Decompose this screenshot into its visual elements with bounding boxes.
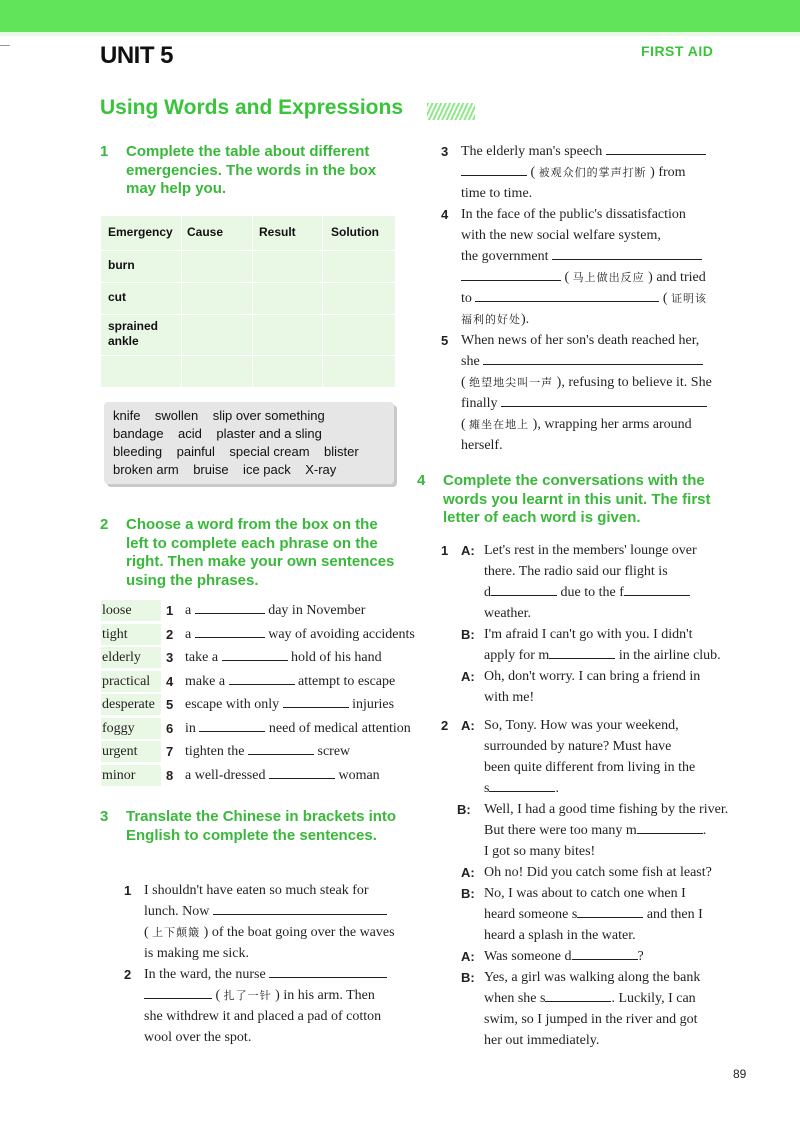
answer-blank[interactable] xyxy=(489,779,555,792)
answer-blank[interactable] xyxy=(552,247,702,260)
conversation-number: 2 xyxy=(441,718,449,733)
unit-topic: FIRST AID xyxy=(641,43,714,59)
exercise-1-heading xyxy=(100,143,400,199)
dialogue-line: Oh no! Did you catch some fish at least? xyxy=(484,865,712,880)
sentence-line: the government xyxy=(461,246,702,267)
dialogue-line: with me! xyxy=(484,690,535,705)
answer-blank[interactable] xyxy=(624,583,690,596)
sentence-line: ( 扎了一针 ) in his arm. Then xyxy=(144,985,375,1006)
exercise-instruction: Complete the conversations with the words you learnt in this unit. The first letter of each word is given. xyxy=(443,472,711,526)
sentence-line: she xyxy=(461,351,703,372)
sentence-line: The elderly man's speech xyxy=(461,141,706,162)
dialogue-line: I got so many bites! xyxy=(484,844,596,859)
emergency-table xyxy=(101,216,395,387)
sentence-line: In the face of the public's dissatisfaction xyxy=(461,207,686,222)
phrase-line: take a hold of his hand xyxy=(185,650,382,665)
sentence-line: 福利的好处). xyxy=(461,312,530,327)
phrase-line: make a attempt to escape xyxy=(185,674,396,689)
dialogue-line: when she s . Luckily, I can xyxy=(484,991,696,1006)
dialogue-line: swim, so I jumped in the river and got xyxy=(484,1012,698,1027)
answer-blank[interactable] xyxy=(269,965,387,978)
speaker-label: A: xyxy=(461,543,475,558)
dialogue-line: Was someone d ? xyxy=(484,949,644,964)
exercise-2-heading xyxy=(100,516,400,590)
answer-blank[interactable] xyxy=(199,719,265,732)
dialogue-line: Well, I had a good time fishing by the river. xyxy=(484,802,729,817)
dialogue-line: No, I was about to catch one when I xyxy=(484,886,686,901)
word-option: tight xyxy=(101,624,161,645)
answer-blank[interactable] xyxy=(491,583,557,596)
answer-blank[interactable] xyxy=(572,947,638,960)
phrase-number: 4 xyxy=(166,674,174,689)
word-option: foggy xyxy=(101,718,161,739)
table-header: Emergency xyxy=(108,225,173,239)
exercise-instruction: Choose a word from the box on the left to complete each phrase on the right. Then make your own sentences using the phrases. xyxy=(126,516,395,589)
phrase-line: in need of medical attention xyxy=(185,721,411,736)
dialogue-line: been quite different from living in the xyxy=(484,760,696,775)
phrase-number: 7 xyxy=(166,744,174,759)
word-option: minor xyxy=(101,765,161,786)
speaker-label: B: xyxy=(461,970,475,985)
answer-blank[interactable] xyxy=(501,394,707,407)
sentence-line: In the ward, the nurse xyxy=(144,964,387,985)
exercise-4-heading xyxy=(417,472,717,528)
sentence-line: ( 被观众们的掌声打断 ) from xyxy=(461,162,686,183)
answer-blank[interactable] xyxy=(248,742,314,755)
sentence-line: is making me sick. xyxy=(144,946,249,961)
dialogue-line: Let's rest in the members' lounge over xyxy=(484,543,697,558)
page-number: 89 xyxy=(733,1067,747,1081)
sentence-number: 4 xyxy=(441,207,449,222)
sentence-line: time to time. xyxy=(461,186,533,201)
word-option: loose xyxy=(101,600,161,621)
exercise-3-heading xyxy=(100,808,400,845)
answer-blank[interactable] xyxy=(222,648,288,661)
dialogue-line: surrounded by nature? Must have xyxy=(484,739,672,754)
exercise-number: 4 xyxy=(417,472,426,489)
dialogue-line: her out immediately. xyxy=(484,1033,600,1048)
answer-blank[interactable] xyxy=(195,601,265,614)
answer-blank[interactable] xyxy=(637,821,703,834)
sentence-line: with the new social welfare system, xyxy=(461,228,661,243)
answer-blank[interactable] xyxy=(577,905,643,918)
dialogue-line: weather. xyxy=(484,606,532,621)
unit-title: UNIT 5 xyxy=(100,42,174,69)
word-option: elderly xyxy=(101,647,161,668)
word-box-line: broken arm bruise ice pack X-ray xyxy=(113,462,337,477)
answer-blank[interactable] xyxy=(545,989,611,1002)
answer-blank[interactable] xyxy=(283,695,349,708)
dialogue-line: So, Tony. How was your weekend, xyxy=(484,718,679,733)
sentence-line: When news of her son's death reached her, xyxy=(461,333,700,348)
word-option: urgent xyxy=(101,741,161,762)
sentence-number: 5 xyxy=(441,333,449,348)
word-option: desperate xyxy=(101,694,161,715)
sentence-line: herself. xyxy=(461,438,503,453)
conversation-number: 1 xyxy=(441,543,449,558)
word-box xyxy=(104,402,394,484)
phrase-line: tighten the screw xyxy=(185,744,351,759)
exercise-number: 1 xyxy=(100,143,109,160)
answer-blank[interactable] xyxy=(483,352,703,365)
dialogue-line: s . xyxy=(484,781,559,796)
answer-blank[interactable] xyxy=(269,766,335,779)
sentence-line: ( 上下颠簸 ) of the boat going over the waves xyxy=(144,925,395,940)
sentence-line: she withdrew it and placed a pad of cotton xyxy=(144,1009,382,1024)
table-row-label: sprained ankle xyxy=(108,319,159,348)
answer-blank[interactable] xyxy=(606,142,706,155)
sentence-line: wool over the spot. xyxy=(144,1030,252,1045)
sentence-line: to ( 证明该 xyxy=(461,291,708,306)
dialogue-line: heard a splash in the water. xyxy=(484,928,636,943)
speaker-label: A: xyxy=(461,718,475,733)
phrase-number: 6 xyxy=(166,721,174,736)
word-option: practical xyxy=(101,671,161,692)
answer-blank[interactable] xyxy=(213,902,387,915)
answer-blank[interactable] xyxy=(229,672,295,685)
sentence-number: 3 xyxy=(441,144,449,159)
phrase-number: 1 xyxy=(166,603,174,618)
phrase-line: a day in November xyxy=(185,603,366,618)
word-box-line: bandage acid plaster and a sling xyxy=(113,426,322,441)
exercise-instruction: Complete the table about different emergencies. The words in the box may help you. xyxy=(126,143,377,197)
phrase-line: escape with only injuries xyxy=(185,697,395,712)
dialogue-line: d due to the f xyxy=(484,582,690,603)
sentence-line: ( 绝望地尖叫一声 ), refusing to believe it. She xyxy=(461,375,712,390)
dialogue-line: there. The radio said our flight is xyxy=(484,564,668,579)
phrase-number: 3 xyxy=(166,650,174,665)
dialogue-line: I'm afraid I can't go with you. I didn't xyxy=(484,627,693,642)
speaker-label: B: xyxy=(457,802,471,817)
table-row-label: burn xyxy=(108,258,135,272)
phrase-number: 5 xyxy=(166,697,174,712)
sentence-number: 1 xyxy=(124,883,132,898)
speaker-label: A: xyxy=(461,865,475,880)
sentence-number: 2 xyxy=(124,967,132,982)
sentence-line: ( 马上做出反应 ) and tried xyxy=(461,267,706,288)
dialogue-line: Oh, don't worry. I can bring a friend in xyxy=(484,669,701,684)
speaker-label: A: xyxy=(461,949,475,964)
dialogue-line: apply for m in the airline club. xyxy=(484,648,721,663)
answer-blank[interactable] xyxy=(144,986,212,999)
dialogue-line: Yes, a girl was walking along the bank xyxy=(484,970,701,985)
phrase-line: a way of avoiding accidents xyxy=(185,627,415,642)
speaker-label: B: xyxy=(461,627,475,642)
top-bar-shadow xyxy=(0,32,800,36)
sentence-line: lunch. Now xyxy=(144,901,387,922)
answer-blank[interactable] xyxy=(475,289,659,302)
margin-tick xyxy=(0,45,10,46)
answer-blank[interactable] xyxy=(195,625,265,638)
exercise-number: 2 xyxy=(100,516,109,533)
word-box-line: knife swollen slip over something xyxy=(113,408,325,423)
phrase-number: 2 xyxy=(166,627,174,642)
dialogue-line: But there were too many m . xyxy=(484,823,707,838)
table-row-label: cut xyxy=(108,290,126,304)
decorative-hatch xyxy=(427,103,475,120)
answer-blank[interactable] xyxy=(461,163,527,176)
sentence-line: finally xyxy=(461,393,707,414)
table-header: Cause xyxy=(187,225,224,239)
table-header: Solution xyxy=(331,225,379,239)
phrase-number: 8 xyxy=(166,768,174,783)
exercise-instruction: Translate the Chinese in brackets into English to complete the sentences. xyxy=(126,808,397,844)
speaker-label: A: xyxy=(461,669,475,684)
top-color-bar xyxy=(0,0,800,32)
phrase-line: a well-dressed woman xyxy=(185,768,380,783)
answer-blank[interactable] xyxy=(549,646,615,659)
sentence-line: I shouldn't have eaten so much steak for xyxy=(144,883,369,898)
word-box-line: bleeding painful special cream blister xyxy=(113,444,359,459)
speaker-label: B: xyxy=(461,886,475,901)
answer-blank[interactable] xyxy=(461,268,561,281)
table-header: Result xyxy=(259,225,296,239)
section-title: Using Words and Expressions xyxy=(100,96,404,119)
dialogue-line: heard someone s and then I xyxy=(484,907,703,922)
sentence-line: ( 瘫坐在地上 ), wrapping her arms around xyxy=(461,417,692,432)
exercise-number: 3 xyxy=(100,808,109,825)
